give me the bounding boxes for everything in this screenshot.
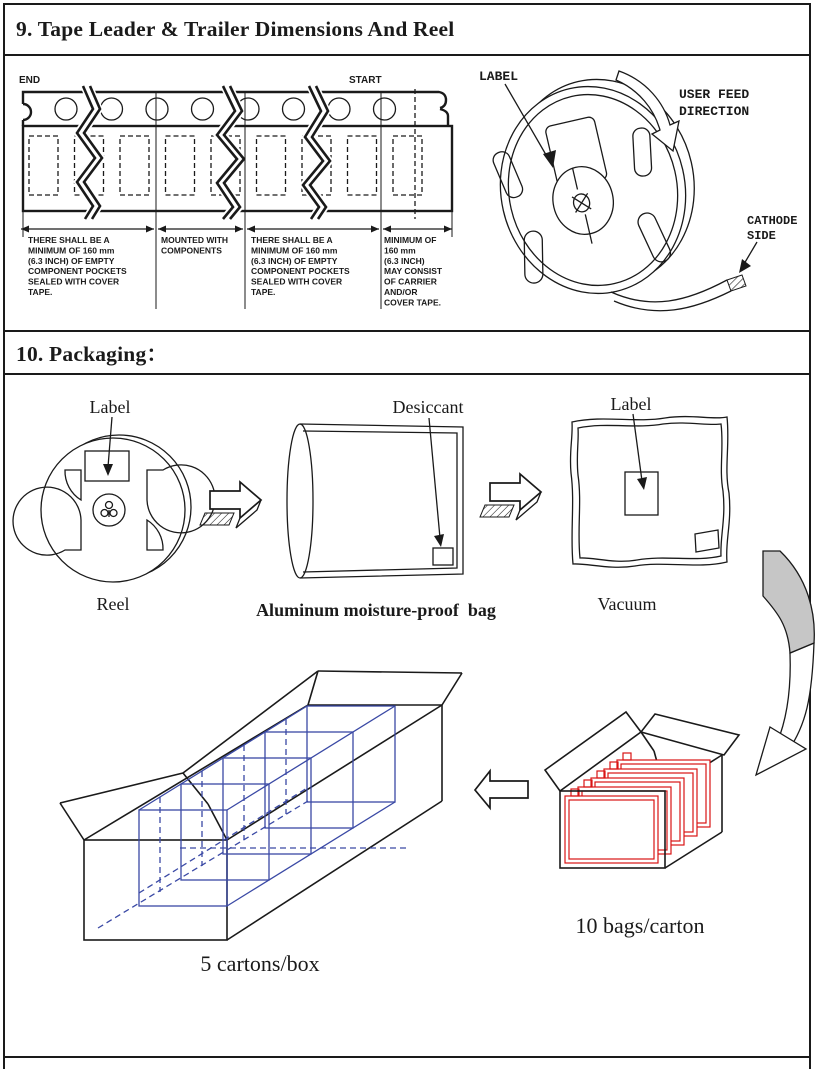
- cathode-arrow: [739, 242, 757, 273]
- dimension-arrows: [21, 226, 452, 233]
- bag-caption: Aluminum moisture-proof bag: [256, 600, 496, 620]
- flow-arrow-left: [475, 771, 528, 808]
- dim-text-trailer: THERE SHALL BE A MINIMUM OF 160 mm (6.3 INCH) OF EMPTY COMPONENT POCKETS SEALED WITH COVER TAPE.: [251, 235, 350, 297]
- red-bags: [565, 753, 710, 863]
- dim-text-leader: THERE SHALL BE A MINIMUM OF 160 mm (6.3 INCH) OF EMPTY COMPONENT POCKETS SEALED WITH COVER TAPE.: [28, 235, 127, 297]
- page-border: [3, 3, 811, 1069]
- tape-diagram: [11, 59, 459, 331]
- vacuum-annotation: Label: [610, 394, 652, 414]
- tape-start-label: START: [349, 75, 382, 86]
- tape-break-marks: [77, 86, 330, 219]
- tape-end-notch: [23, 104, 31, 120]
- section10-body: [5, 375, 809, 1058]
- packaging-reel: [13, 397, 215, 614]
- packaging-row2: [45, 648, 785, 988]
- box-caption: 5 cartons/box: [200, 951, 320, 976]
- packaging-reel-caption: Reel: [96, 594, 130, 614]
- box-5-cartons: [60, 671, 462, 976]
- bag: [565, 789, 658, 863]
- packaging-row1: [13, 383, 713, 628]
- flow-arrow-1: [200, 482, 261, 528]
- packaging-bag: [256, 397, 496, 620]
- box-outline: [60, 671, 462, 940]
- section9-body: [5, 56, 809, 332]
- flow-arrow-2: [480, 474, 541, 520]
- dim-text-mounted: MOUNTED WITH COMPONENTS: [161, 235, 229, 256]
- section9-title: 9. Tape Leader & Trailer Dimensions And Reel: [5, 5, 809, 56]
- desiccant-annotation: Desiccant: [392, 397, 464, 417]
- vacuum-caption: Vacuum: [597, 594, 657, 614]
- carton-wireframes: [98, 706, 410, 928]
- carton-10-bags: [545, 712, 739, 938]
- reel-label-text: LABEL: [479, 69, 519, 84]
- section10-title: 10. Packaging：: [5, 332, 809, 375]
- cathode-side-text: CATHODE SIDE: [747, 214, 798, 243]
- packaging-reel-annotation: Label: [89, 397, 131, 417]
- tape-end-label: END: [19, 75, 41, 86]
- desiccant-pouch: [433, 548, 453, 565]
- reel-drawing: [461, 58, 819, 330]
- carton-caption: 10 bags/carton: [575, 913, 705, 938]
- sprocket-holes: [55, 98, 396, 120]
- dim-text-min: MINIMUM OF 160 mm (6.3 INCH) MAY CONSIST OF CARRIER AND/OR COVER TAPE.: [384, 235, 443, 308]
- user-feed-text: USER FEED DIRECTION: [679, 87, 750, 119]
